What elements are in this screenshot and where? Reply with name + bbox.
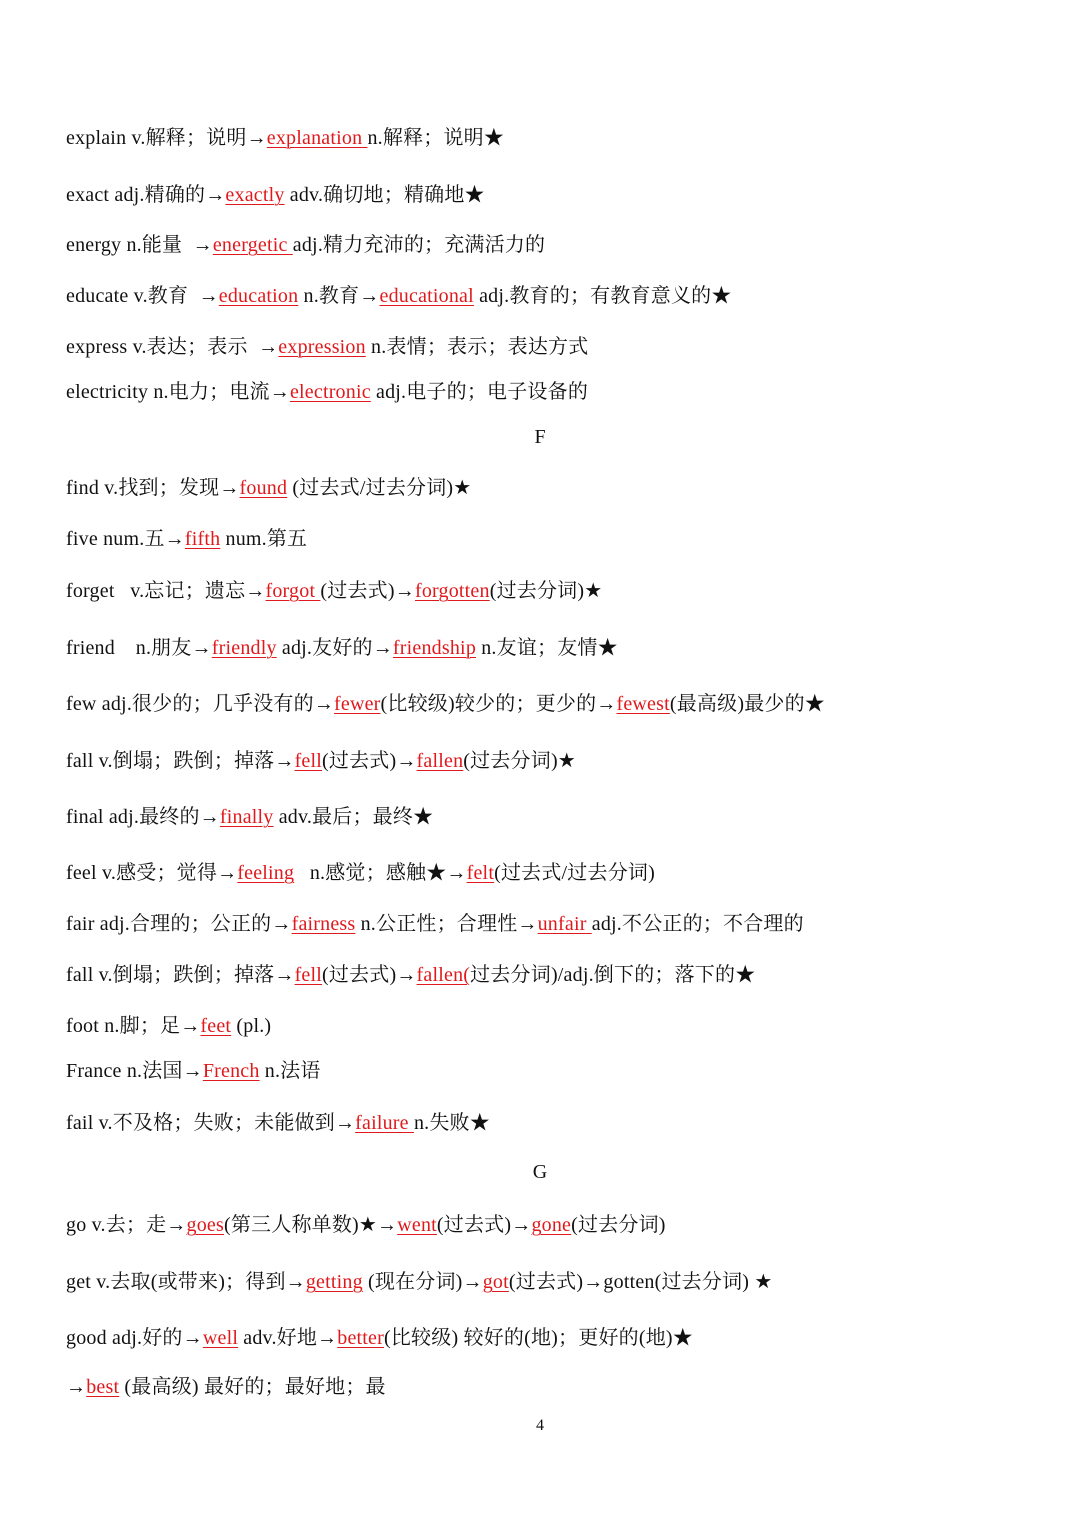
derived-word: got [482, 1271, 509, 1293]
entry-text: n.感觉；感触★→ [294, 862, 467, 884]
entry-text: (过去式/过去分词)★ [287, 477, 472, 499]
vocab-entry [66, 378, 1040, 406]
entry-text: n.表情；表示；表达方式 [365, 336, 589, 358]
entry-text: fair adj.合理的；公正的→ [66, 913, 292, 935]
vocab-entry [66, 577, 1040, 605]
vocab-entry [66, 124, 1040, 152]
derived-word: French [202, 1060, 260, 1082]
section-heading-f: F [534, 426, 546, 448]
derived-word: fallen [416, 750, 464, 772]
entry-text: adv.好地→ [238, 1327, 338, 1349]
entry-text: (比较级) 较好的(地)；更好的(地)★ [384, 1327, 693, 1349]
entry-text: (比较级)较少的；更少的→ [380, 693, 617, 715]
derived-word: forgotten [414, 580, 490, 602]
derived-word: explanation [266, 127, 368, 149]
section-heading-g: G [532, 1161, 548, 1183]
entry-text: (现在分词)→ [362, 1271, 483, 1293]
entry-text: adv.确切地；精确地★ [284, 184, 485, 206]
entry-text: foot n.脚；足→ [66, 1015, 201, 1037]
entry-text: adj.不公正的；不合理的 [591, 913, 804, 935]
vocab-entry [66, 747, 1040, 775]
vocab-entry [66, 961, 1040, 989]
vocab-entry [66, 282, 1040, 310]
entry-text: (过去式/过去分词) [494, 862, 655, 884]
entry-text: (过去式)→ [320, 580, 415, 602]
vocab-entry [66, 474, 1040, 502]
vocab-entry [66, 181, 1040, 209]
entry-text: good adj.好的→ [66, 1327, 203, 1349]
entry-text: France n.法国→ [66, 1060, 203, 1082]
derived-word: fell [294, 964, 323, 986]
vocab-entry [66, 333, 1040, 361]
entry-text: (过去式)→ [322, 964, 417, 986]
entry-text: final adj.最终的→ [66, 806, 220, 828]
vocab-entry [66, 803, 1040, 831]
entry-text: adv.最后；最终★ [273, 806, 434, 828]
entry-text: explain v.解释；说明→ [66, 127, 267, 149]
entry-text: get v.去取(或带来)；得到→ [66, 1271, 306, 1293]
derived-word: expression [278, 336, 366, 358]
derived-word: getting [305, 1271, 363, 1293]
derived-word: fell [294, 750, 323, 772]
derived-word: educational [379, 285, 474, 307]
derived-word: felt [466, 862, 495, 884]
entry-text: (过去分词)★ [489, 580, 603, 602]
derived-word: found [239, 477, 288, 499]
entry-text: (最高级)最少的★ [669, 693, 825, 715]
page-number: 4 [536, 1417, 544, 1434]
entry-text: (过去分词)★ [463, 750, 576, 772]
derived-word: friendship [392, 637, 477, 659]
entry-text: find v.找到；发现→ [66, 477, 240, 499]
derived-word: forgot [265, 580, 321, 602]
vocab-entry [66, 1324, 1040, 1352]
derived-word: better [337, 1327, 384, 1349]
entry-text: n.失败★ [413, 1112, 490, 1134]
derived-word: best [86, 1376, 120, 1398]
derived-word: electronic [289, 381, 371, 403]
entry-text: num.第五 [220, 528, 308, 550]
derived-word: fewer [334, 693, 381, 715]
vocab-entry [66, 634, 1040, 662]
vocab-entry [66, 1211, 1040, 1239]
derived-word: gone [531, 1214, 572, 1236]
entry-text: energy n.能量 → [66, 234, 213, 256]
vocab-entry [66, 231, 1040, 259]
entry-text: n.友谊；友情★ [476, 637, 618, 659]
entry-text: go v.去；走→ [66, 1214, 187, 1236]
entry-text: fall v.倒塌；跌倒；掉落→ [66, 750, 295, 772]
entry-text: five num.五→ [66, 528, 185, 550]
entry-text: exact adj.精确的→ [66, 184, 226, 206]
entry-text: (最高级) 最好的；最好地；最 [119, 1376, 386, 1398]
entry-text: express v.表达；表示 → [66, 336, 279, 358]
derived-word: feet [200, 1015, 232, 1037]
entry-text: adj.精力充沛的；充满活力的 [292, 234, 546, 256]
entry-text: n.公正性；合理性→ [355, 913, 538, 935]
entry-text: fail v.不及格；失败；未能做到→ [66, 1112, 356, 1134]
entry-text: fall v.倒塌；跌倒；掉落→ [66, 964, 295, 986]
entry-text: (pl.) [231, 1015, 272, 1037]
vocab-entry [66, 1373, 1040, 1401]
vocab-entry [66, 1109, 1040, 1137]
entry-text: adj.教育的；有教育意义的★ [473, 285, 732, 307]
entry-text: 过去分词)/adj.倒下的；落下的★ [470, 964, 756, 986]
entry-text: adj.友好的→ [276, 637, 393, 659]
derived-word: goes [186, 1214, 224, 1236]
vocab-entry [66, 910, 1040, 938]
derived-word: friendly [211, 637, 277, 659]
derived-word: fifth [184, 528, 221, 550]
entry-text: (过去式)→ [436, 1214, 532, 1236]
derived-word: failure [355, 1112, 414, 1134]
derived-word: fewest [616, 693, 670, 715]
derived-word: well [202, 1327, 239, 1349]
entry-text: (第三人称单数)★→ [223, 1214, 398, 1236]
derived-word: education [218, 285, 299, 307]
derived-word: feeling [237, 862, 295, 884]
entry-text: (过去式)→ [322, 750, 417, 772]
vocab-entry [66, 1057, 1040, 1085]
entry-text: electricity n.电力；电流→ [66, 381, 290, 403]
entry-text: (过去式)→gotten(过去分词) ★ [508, 1271, 773, 1293]
derived-word: exactly [225, 184, 285, 206]
vocab-entry [66, 1268, 1040, 1296]
entry-text: educate v.教育 → [66, 285, 219, 307]
entry-text: friend n.朋友→ [66, 637, 212, 659]
derived-word: fairness [291, 913, 356, 935]
derived-word: finally [219, 806, 274, 828]
entry-text: (过去分词) [571, 1214, 666, 1236]
vocab-entry [66, 690, 1040, 718]
entry-text: feel v.感受；觉得→ [66, 862, 238, 884]
entry-text: forget v.忘记；遗忘→ [66, 580, 266, 602]
derived-word: unfair [537, 913, 592, 935]
entry-text: → [66, 1376, 87, 1398]
entry-text: n.法语 [259, 1060, 321, 1082]
entry-text: n.教育→ [298, 285, 380, 307]
vocab-entry [66, 525, 1040, 553]
derived-word: fallen( [416, 964, 471, 986]
derived-word: went [397, 1214, 437, 1236]
entry-text: few adj.很少的；几乎没有的→ [66, 693, 335, 715]
entry-text: adj.电子的；电子设备的 [370, 381, 589, 403]
vocab-entry [66, 1012, 1040, 1040]
vocab-entry [66, 859, 1040, 887]
derived-word: energetic [212, 234, 293, 256]
entry-text: n.解释；说明★ [367, 127, 505, 149]
